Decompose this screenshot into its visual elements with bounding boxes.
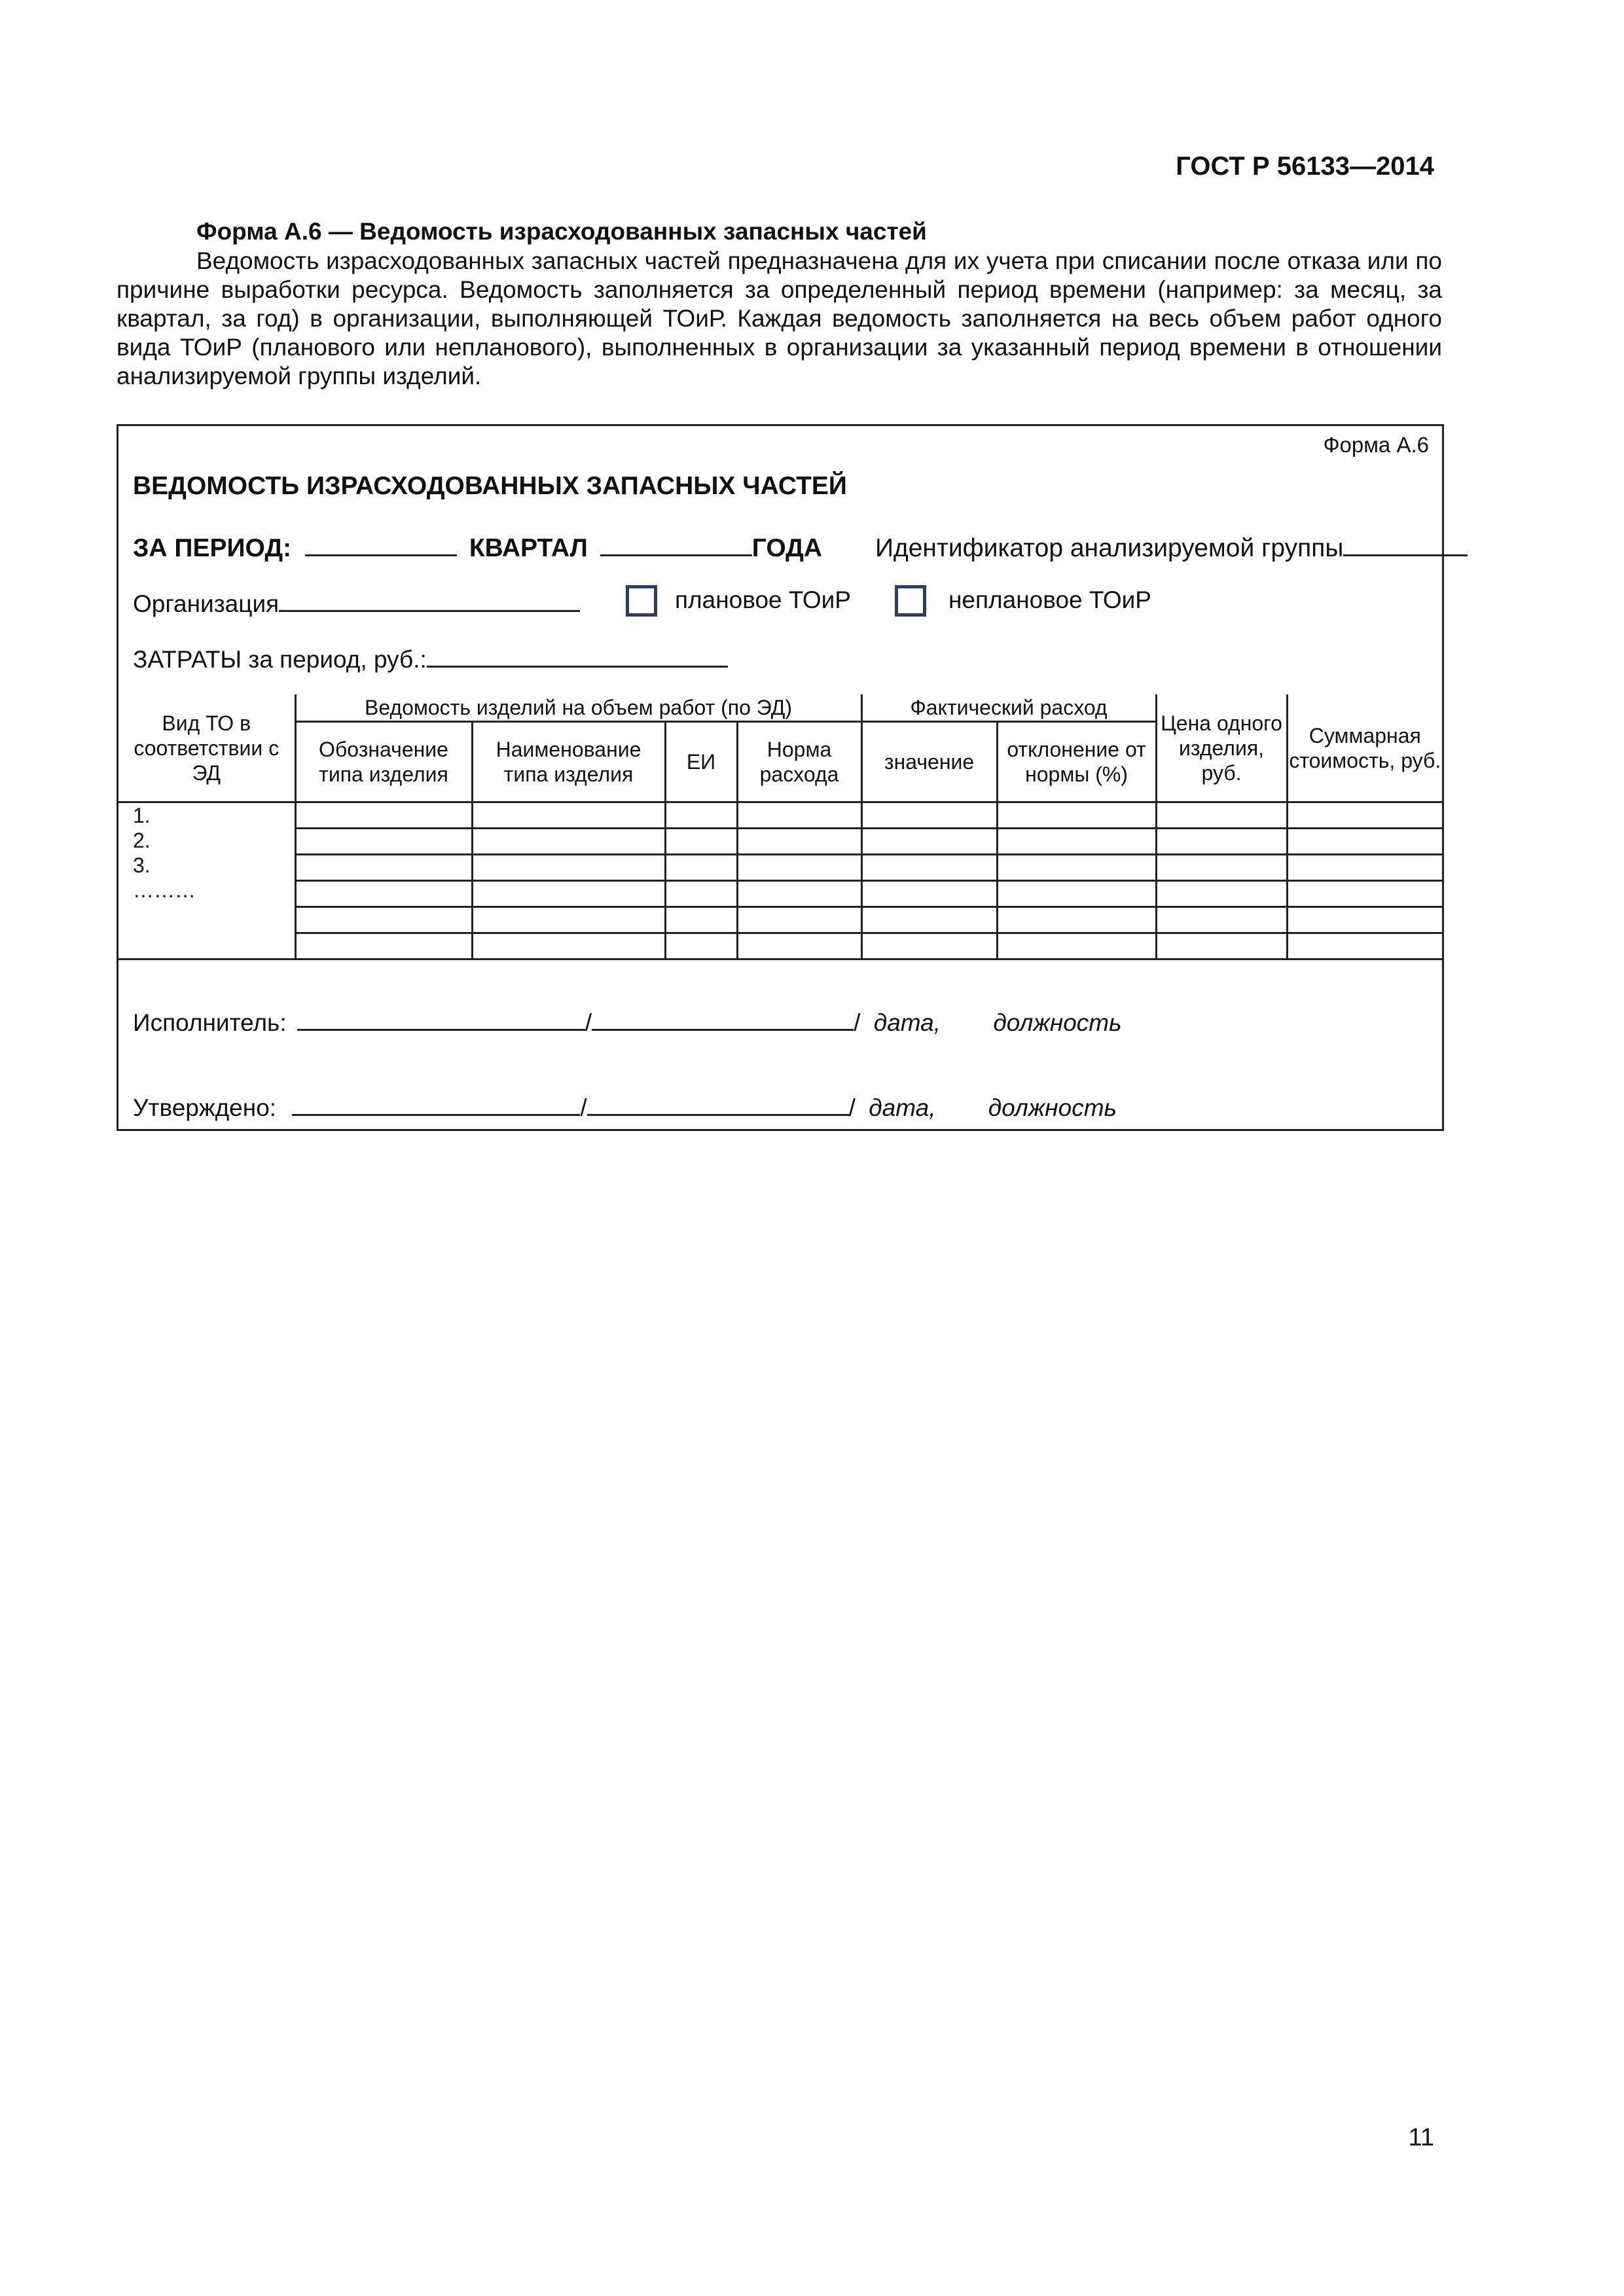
row-number: 2.	[133, 829, 151, 852]
col-header-unit: ЕИ	[665, 722, 737, 802]
table-cell[interactable]	[861, 907, 997, 933]
table-cell[interactable]	[295, 855, 472, 881]
table-cell[interactable]	[1287, 881, 1442, 907]
approved-signature-field[interactable]	[587, 1090, 849, 1116]
table-cell[interactable]	[295, 907, 472, 933]
planned-checkbox[interactable]	[626, 585, 657, 617]
form-container	[117, 424, 1444, 1131]
page-number: 11	[1408, 2124, 1434, 2151]
table-cell[interactable]	[295, 933, 472, 960]
organization-line	[133, 586, 580, 618]
table-cell[interactable]	[861, 933, 997, 960]
table-cell[interactable]	[1156, 933, 1287, 960]
organization-label: Организация	[133, 590, 280, 617]
col-header-total: Суммарная стоимость, руб.	[1287, 694, 1442, 802]
table-cell[interactable]	[1156, 881, 1287, 907]
table-row	[118, 881, 1442, 907]
table-row	[118, 855, 1442, 881]
table-cell[interactable]	[472, 881, 665, 907]
table-row	[118, 802, 1442, 829]
approved-line: Утверждено: / / дата, должность	[133, 1090, 1117, 1122]
table-cell[interactable]	[295, 829, 472, 855]
table-cell[interactable]	[737, 855, 861, 881]
performer-position-label: должность	[993, 1009, 1122, 1036]
table-cell[interactable]	[665, 829, 737, 855]
performer-line: Исполнитель: / / дата, должность	[133, 1005, 1122, 1037]
planned-label: плановое ТОиР	[675, 586, 851, 613]
col-header-name: Наименование типа изделия	[472, 722, 665, 802]
table-cell[interactable]	[861, 881, 997, 907]
col-group-actual: Фактический расход	[861, 694, 1156, 722]
table-cell[interactable]	[472, 933, 665, 960]
table-cell[interactable]	[665, 855, 737, 881]
col-header-designation: Обозначение типа изделия	[295, 722, 472, 802]
table-cell[interactable]	[997, 933, 1156, 960]
form-heading: Форма А.6 — Ведомость израсходованных запасных частей	[196, 218, 927, 245]
col-header-type: Вид ТО в соответствии с ЭД	[118, 694, 295, 802]
table-cell[interactable]	[665, 907, 737, 933]
table-row	[118, 933, 1442, 960]
period-line	[133, 531, 1468, 563]
period-label: ЗА ПЕРИОД:	[133, 534, 292, 562]
table-cell[interactable]	[1156, 802, 1287, 829]
approved-position-label: должность	[988, 1094, 1117, 1121]
group-id-label: Идентификатор анализируемой группы	[875, 534, 1344, 562]
table-cell[interactable]	[665, 881, 737, 907]
table-cell[interactable]	[1287, 907, 1442, 933]
table-row	[118, 829, 1442, 855]
table-cell[interactable]	[295, 881, 472, 907]
table-cell[interactable]	[665, 802, 737, 829]
performer-name-field[interactable]	[297, 1005, 585, 1031]
table-cell[interactable]	[997, 829, 1156, 855]
unplanned-checkbox[interactable]	[895, 585, 926, 617]
table-cell[interactable]	[737, 933, 861, 960]
form-label: Форма А.6	[1323, 433, 1429, 457]
table-cell[interactable]	[737, 802, 861, 829]
row-numbers-cell	[118, 802, 295, 960]
table-cell[interactable]	[1287, 829, 1442, 855]
table-cell[interactable]	[1156, 907, 1287, 933]
approved-name-field[interactable]	[292, 1090, 580, 1116]
table-cell[interactable]	[1287, 802, 1442, 829]
col-header-price: Цена одного изделия, руб.	[1156, 694, 1287, 802]
unplanned-label: неплановое ТОиР	[948, 586, 1151, 613]
table-cell[interactable]	[737, 881, 861, 907]
row-number: ………	[133, 878, 196, 902]
quarter-label: КВАРТАЛ	[469, 534, 588, 562]
table-cell[interactable]	[472, 907, 665, 933]
document-standard-code: ГОСТ Р 56133—2014	[1176, 152, 1434, 181]
table-cell[interactable]	[1287, 855, 1442, 881]
table-cell[interactable]	[665, 933, 737, 960]
table-cell[interactable]	[737, 907, 861, 933]
performer-signature-field[interactable]	[592, 1005, 854, 1031]
table-cell[interactable]	[295, 802, 472, 829]
col-header-deviation: отклонение от нормы (%)	[997, 722, 1156, 802]
col-header-norm: Норма расхода	[737, 722, 861, 802]
approved-date-label: дата,	[869, 1094, 936, 1121]
costs-label: ЗАТРАТЫ за период, руб.:	[133, 646, 427, 673]
table-cell[interactable]	[737, 829, 861, 855]
approved-label: Утверждено:	[133, 1094, 277, 1121]
row-number: 3.	[133, 853, 151, 877]
col-group-items: Ведомость изделий на объем работ (по ЭД)	[295, 694, 861, 722]
table-cell[interactable]	[472, 829, 665, 855]
costs-line	[133, 642, 728, 673]
performer-date-label: дата,	[873, 1009, 941, 1036]
table-cell[interactable]	[1156, 855, 1287, 881]
table-cell[interactable]	[1287, 933, 1442, 960]
table-cell[interactable]	[861, 829, 997, 855]
table-cell[interactable]	[861, 802, 997, 829]
table-cell[interactable]	[997, 802, 1156, 829]
table-cell[interactable]	[861, 855, 997, 881]
quarter-field[interactable]	[600, 531, 752, 556]
table-cell[interactable]	[997, 855, 1156, 881]
organization-field[interactable]	[279, 586, 580, 612]
performer-label: Исполнитель:	[133, 1009, 287, 1036]
costs-field[interactable]	[427, 642, 728, 668]
intro-paragraph: Ведомость израсходованных запасных частей предназначена для их учета при списании после отказа или по причине выработки ресурса. Ведомость заполняется за определенный период времени (например: за месяц, за квартал, за год) в организации, выполняющей ТОиР. Каждая ведомость заполняется на весь объем работ одного вида ТОиР (планового или непланового), выполненных в организации за указанный период времени в отношении анализируемой группы изделий.	[117, 247, 1442, 389]
table-cell[interactable]	[472, 802, 665, 829]
form-title: ВЕДОМОСТЬ ИЗРАСХОДОВАННЫХ ЗАПАСНЫХ ЧАСТЕЙ	[133, 472, 847, 500]
table-row	[118, 907, 1442, 933]
table-cell[interactable]	[472, 855, 665, 881]
table-cell[interactable]	[997, 907, 1156, 933]
group-id-field[interactable]	[1343, 531, 1468, 556]
spare-parts-table	[118, 694, 1442, 960]
row-number: 1.	[133, 804, 151, 827]
table-cell[interactable]	[997, 881, 1156, 907]
year-label: ГОДА	[751, 534, 823, 562]
period-field[interactable]	[305, 531, 457, 556]
table-cell[interactable]	[1156, 829, 1287, 855]
col-header-value: значение	[861, 722, 997, 802]
